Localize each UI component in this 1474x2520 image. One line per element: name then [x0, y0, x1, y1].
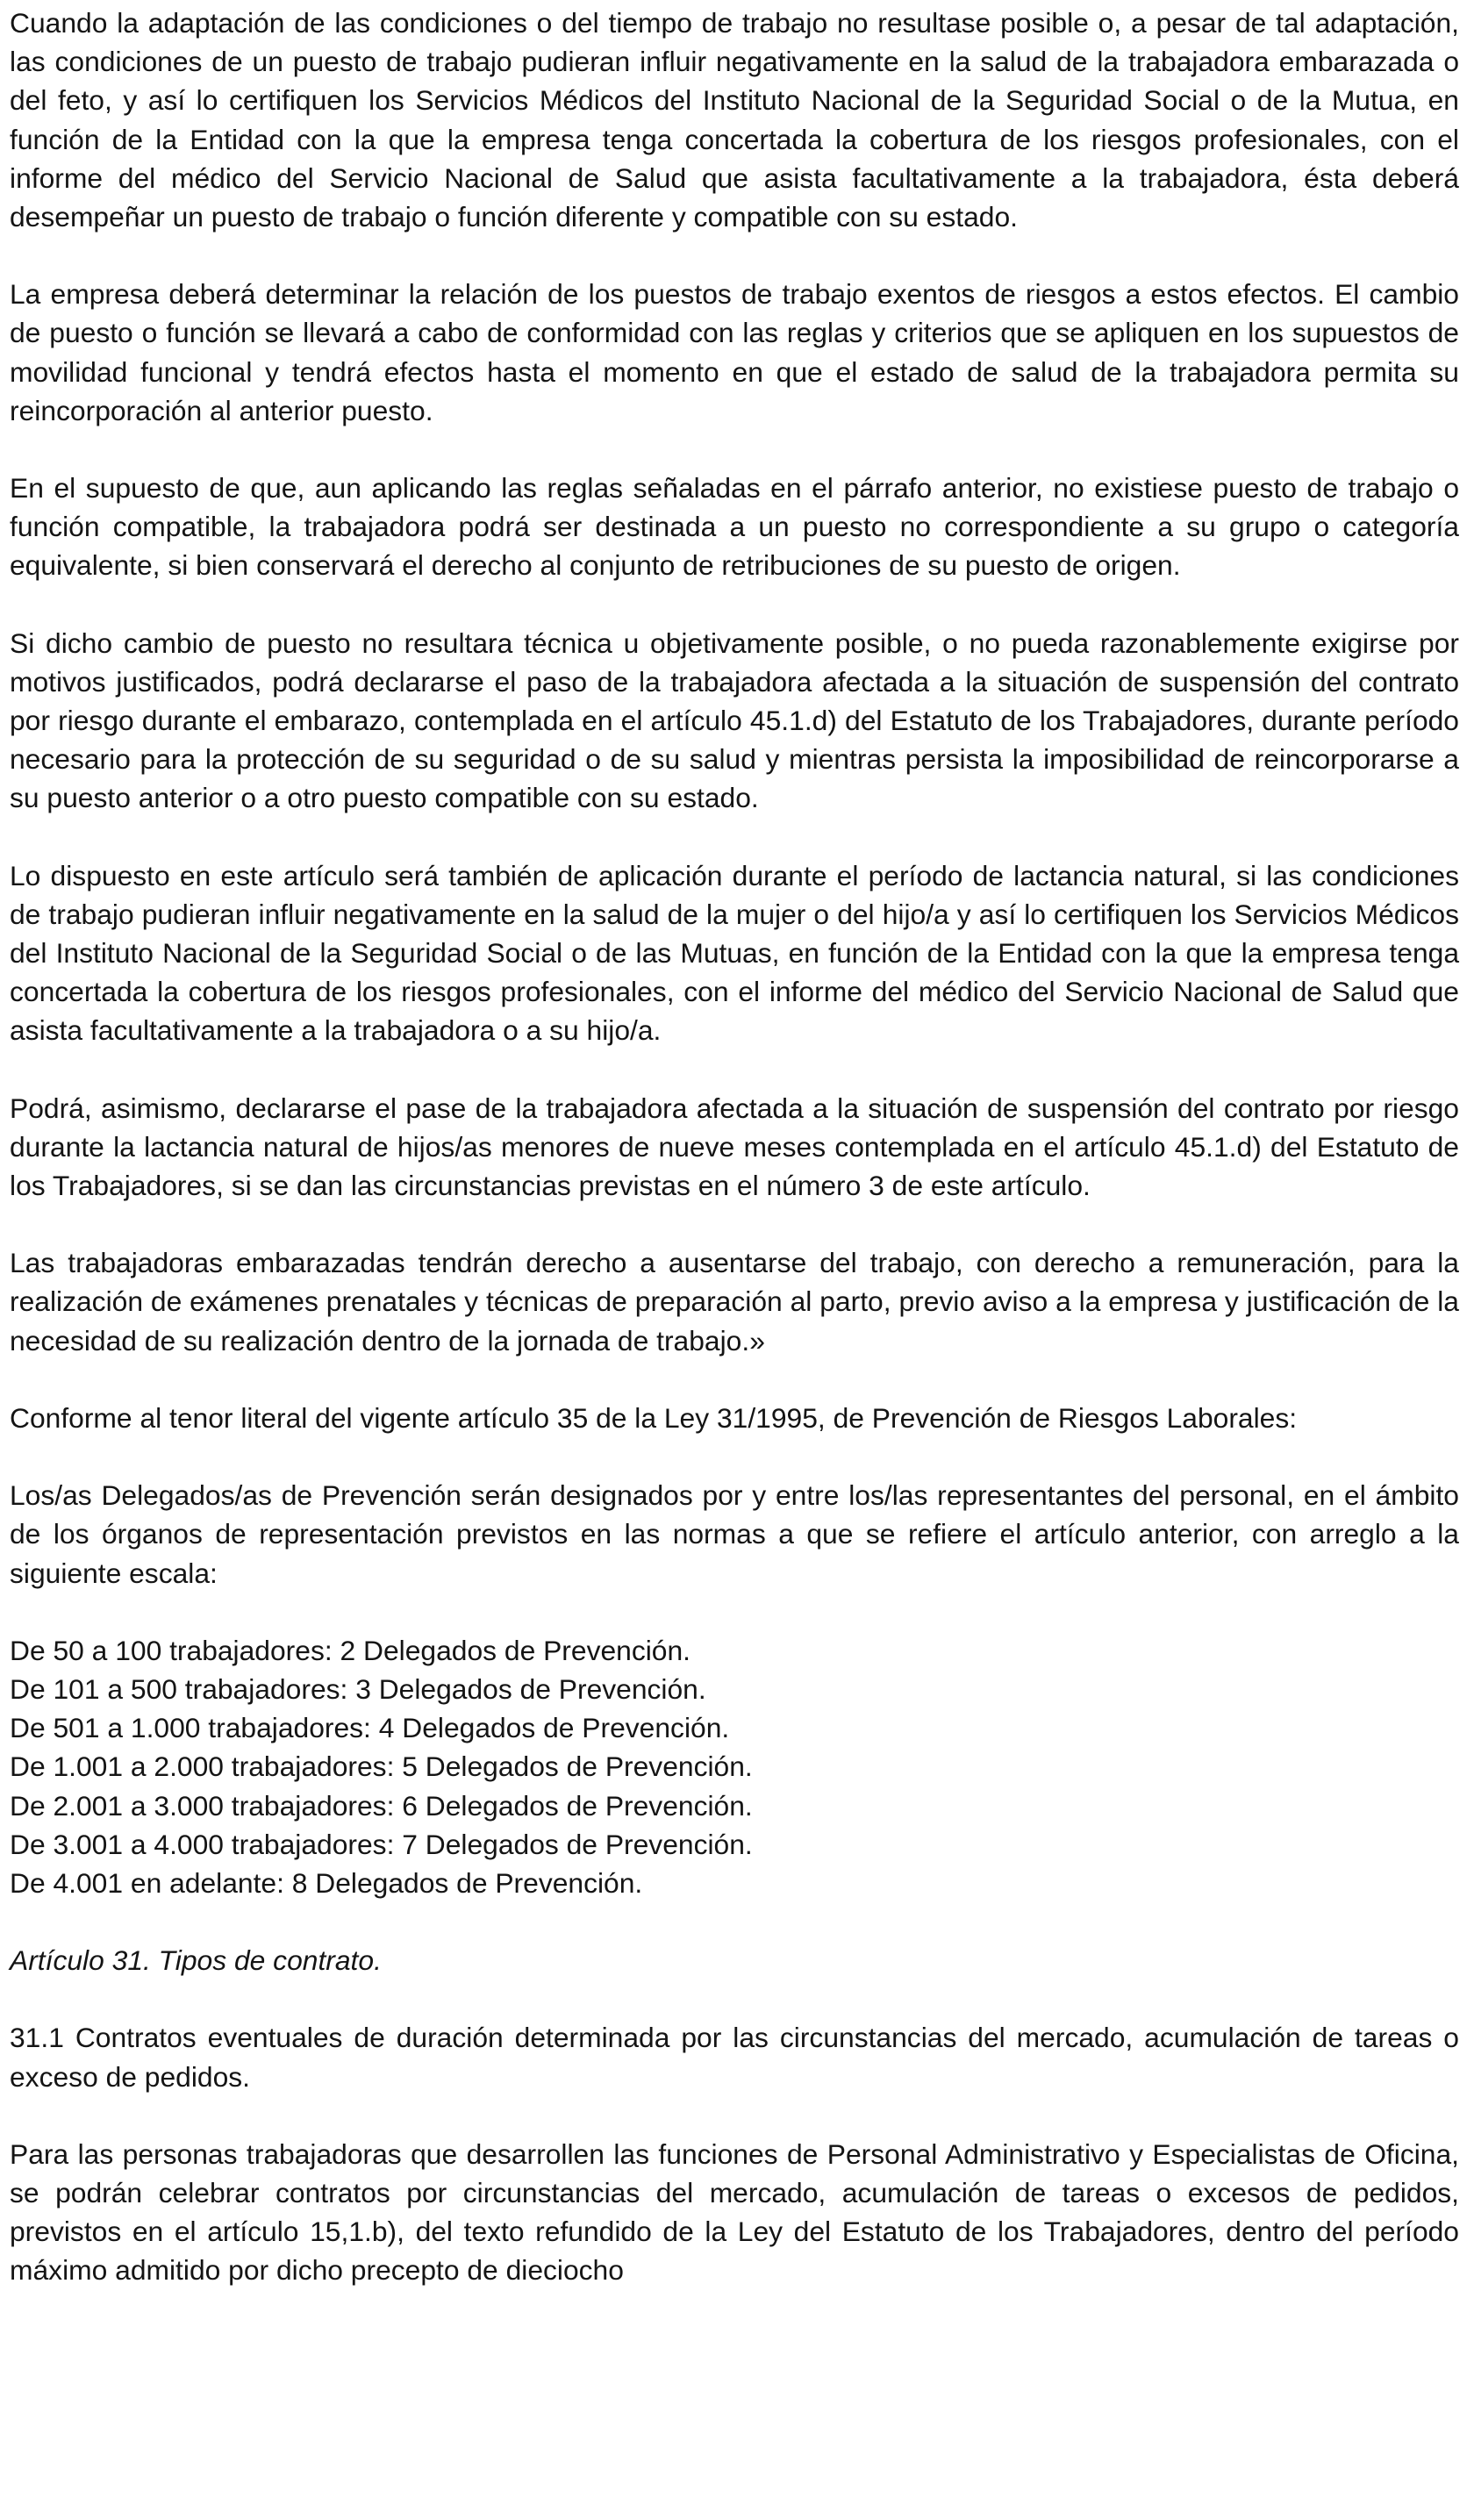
paragraph-adaptacion: Cuando la adaptación de las condiciones o del tiempo de trabajo no resultase posible o, a pesar de tal adaptación, las condiciones de un puesto de trabajo pudieran influir negativamente en la salud de la trabajadora embarazada o del feto, y así lo certifiquen los Servicios Médicos del Instituto Nacional de la Seguridad Social o de la Mutua, en función de la Entidad con la que la empresa tenga concertada la cobertura de los riesgos profesionales, con el informe del médico del Servicio Nacional de Salud que asista facultativamente a la trabajadora, ésta deberá desempeñar un puesto de trabajo o función diferente y compatible con su estado. — [10, 7, 1459, 233]
document-page — [10, 0, 1459, 2329]
list-item: De 501 a 1.000 trabajadores: 4 Delegados de Prevención. — [10, 1712, 730, 1744]
paragraph-articulo-35: Conforme al tenor literal del vigente artículo 35 de la Ley 31/1995, de Prevención de Riesgos Laborales: — [10, 1401, 1298, 1434]
paragraph-relacion-puestos: La empresa deberá determinar la relación de los puestos de trabajo exentos de riesgos a estos efectos. El cambio de puesto o función se llevará a cabo de conformidad con las reglas y criterios que se apliquen en los supuestos de movilidad funcional y tendrá efectos hasta el momento en que el estado de salud de la trabajadora permita su reincorporación al anterior puesto. — [10, 278, 1459, 426]
list-item: De 101 a 500 trabajadores: 3 Delegados de Prevención. — [10, 1672, 706, 1705]
paragraph-delegados: Los/as Delegados/as de Prevención serán designados por y entre los/las representantes del personal, en el ámbito de los órganos de representación previstos en las normas a que se refiere el artículo anterior, con arreglo a la siguiente escala: — [10, 1479, 1459, 1589]
list-item: De 3.001 a 4.000 trabajadores: 7 Delegados de Prevención. — [10, 1828, 753, 1860]
paragraph-suspension-embarazo: Si dicho cambio de puesto no resultara técnica u objetivamente posible, o no pueda razonablemente exigirse por motivos justificados, podrá declararse el paso de la trabajadora afectada a la situación de suspensión del contrato por riesgo durante el embarazo, contemplada en el artículo 45.1.d) del Estatuto de los Trabajadores, durante período necesario para la protección de su seguridad o de su salud y mientras persista la imposibilidad de reincorporarse a su puesto anterior o a otro puesto compatible con su estado. — [10, 626, 1459, 814]
paragraph-contratos-eventuales: 31.1 Contratos eventuales de duración determinada por las circunstancias del mercado, acumulación de tareas o exceso de pedidos. — [10, 2022, 1459, 2093]
delegados-scale-list — [10, 1631, 1459, 1902]
paragraph-examenes-prenatales: Las trabajadoras embarazadas tendrán derecho a ausentarse del trabajo, con derecho a remuneración, para la realización de exámenes prenatales y técnicas de preparación al parto, previo aviso a la empresa y justificación de la necesidad de su realización dentro de la jornada de trabajo.» — [10, 1247, 1459, 1357]
paragraph-lactancia: Lo dispuesto en este artículo será también de aplicación durante el período de lactancia natural, si las condiciones de trabajo pudieran influir negativamente en la salud de la mujer o del hijo/a y así lo certifiquen los Servicios Médicos del Instituto Nacional de la Seguridad Social o de las Mutuas, en función de la Entidad con la que la empresa tenga concertada la cobertura de los riesgos profesionales, con el informe del médico del Servicio Nacional de Salud que asista facultativamente a la trabajadora o a su hijo/a. — [10, 859, 1459, 1047]
list-item: De 4.001 en adelante: 8 Delegados de Prevención. — [10, 1866, 643, 1899]
article-heading: Artículo 31. Tipos de contrato. — [10, 1944, 382, 1977]
paragraph-suspension-lactancia: Podrá, asimismo, declararse el pase de la trabajadora afectada a la situación de suspensión del contrato por riesgo durante la lactancia natural de hijos/as menores de nueve meses contemplada en el artículo 45.1.d) del Estatuto de los Trabajadores, si se dan las circunstancias previstas en el número 3 de este artículo. — [10, 1092, 1459, 1202]
list-item: De 1.001 a 2.000 trabajadores: 5 Delegados de Prevención. — [10, 1750, 753, 1783]
list-item: De 2.001 a 3.000 trabajadores: 6 Delegados de Prevención. — [10, 1789, 753, 1822]
paragraph-puesto-no-correspondiente: En el supuesto de que, aun aplicando las reglas señaladas en el párrafo anterior, no existiese puesto de trabajo o función compatible, la trabajadora podrá ser destinada a un puesto no correspondiente a su grupo o categoría equivalente, si bien conservará el derecho al conjunto de retribuciones de su puesto de origen. — [10, 472, 1459, 582]
paragraph-personal-administrativo: Para las personas trabajadoras que desarrollen las funciones de Personal Administrativo y Especialistas de Oficina, se podrán celebrar contratos por circunstancias del mercado, acumulación de tareas o excesos de pedidos, previstos en el artículo 15,1.b), del texto refundido de la Ley del Estatuto de los Trabajadores, dentro del período máximo admitido por dicho precepto de dieciocho — [10, 2137, 1459, 2287]
list-item: De 50 a 100 trabajadores: 2 Delegados de Prevención. — [10, 1634, 691, 1666]
